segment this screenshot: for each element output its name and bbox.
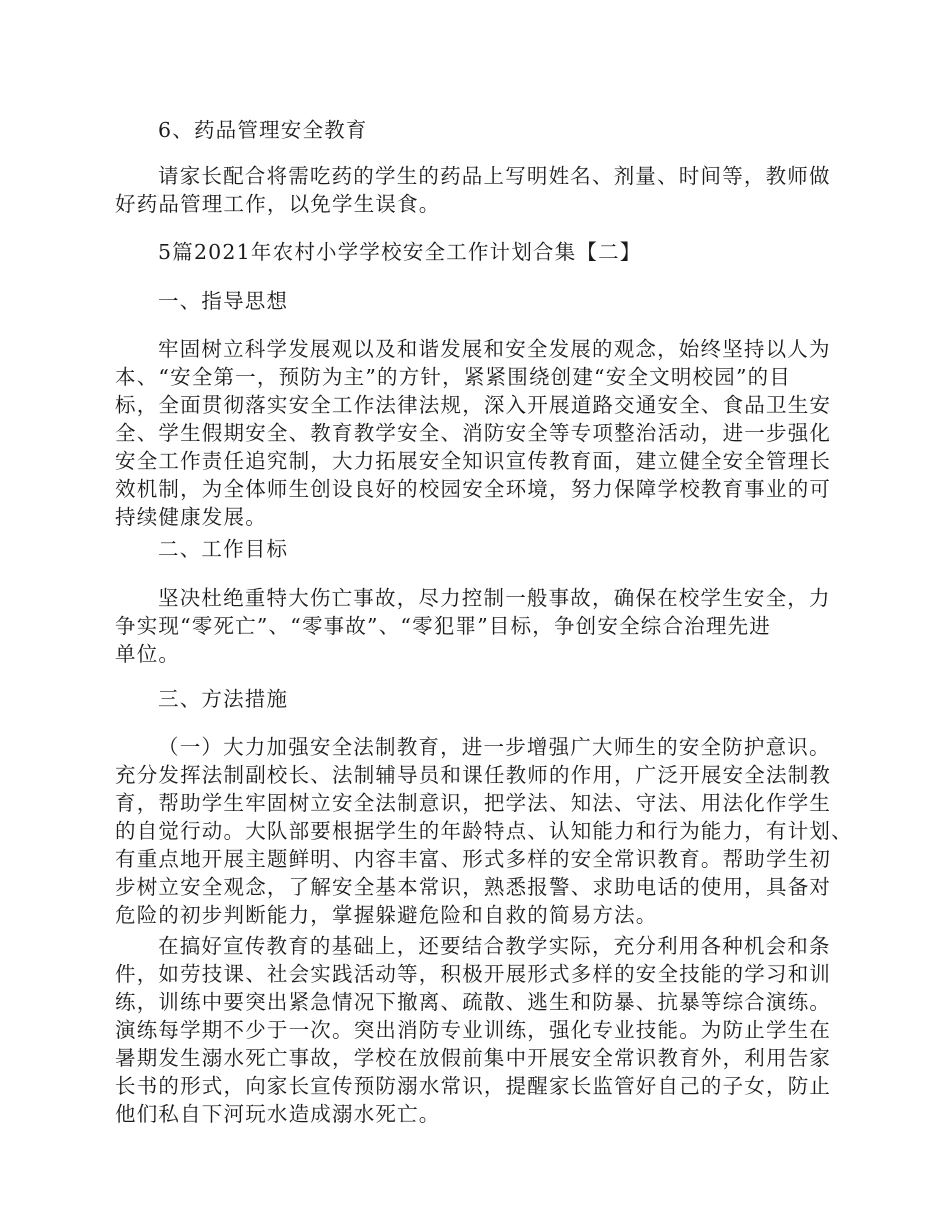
heading-line: 一、指导思想 (158, 289, 289, 313)
text-line: 全、学生假期安全、教育教学安全、消防安全等专项整治活动，进一步强化 (115, 421, 832, 445)
text-line: 有重点地开展主题鲜明、内容丰富、形式多样的安全常识教育。帮助学生初 (115, 847, 832, 871)
text-line: （一）大力加强安全法制教育，进一步增强广大师生的安全防护意识。 (158, 735, 831, 759)
text-line: 请家长配合将需吃药的学生的药品上写明姓名、剂量、时间等，教师做 (158, 164, 831, 188)
section-heading (115, 685, 845, 713)
heading-line: 5篇2021年农村小学学校安全工作计划合集【二】 (158, 240, 642, 264)
paragraph (115, 162, 845, 218)
text-line: 持续健康发展。 (115, 505, 267, 529)
text-line: 争实现“零死亡”、“零事故”、“零犯罪”目标，争创安全综合治理先进 (115, 614, 771, 638)
text-line: 牢固树立科学发展观以及和谐发展和安全发展的观念，始终坚持以人为 (158, 337, 831, 361)
text-line: 好药品管理工作，以免学生误食。 (115, 192, 441, 216)
text-line: 效机制，为全体师生创设良好的校园安全环境，努力保障学校教育事业的可 (115, 477, 832, 501)
text-line: 他们私自下河玩水造成溺水死亡。 (115, 1102, 441, 1126)
text-line: 长书的形式，向家长宣传预防溺水常识，提醒家长监管好自己的子女，防止 (115, 1074, 832, 1098)
heading-line: 三、方法措施 (158, 687, 289, 711)
text-line: 单位。 (115, 642, 181, 666)
text-line: 暑期发生溺水死亡事故，学校在放假前集中开展安全常识教育外，利用告家 (115, 1046, 832, 1070)
paragraph (115, 733, 853, 929)
paragraph (115, 932, 845, 1128)
text-line: 在搞好宣传教育的基础上，还要结合教学实际，充分利用各种机会和条 (158, 934, 831, 958)
text-line: 安全工作责任追究制，大力拓展安全知识宣传教育面，建立健全安全管理长 (115, 449, 832, 473)
paragraph (115, 335, 845, 531)
heading-line: 二、工作目标 (158, 537, 289, 561)
text-line: 的自觉行动。大队部要根据学生的年龄特点、认知能力和行为能力，有计划、 (115, 819, 853, 843)
text-line: 步树立安全观念，了解安全基本常识，熟悉报警、求助电话的使用，具备对 (115, 875, 832, 899)
section-heading (115, 535, 845, 563)
text-line: 充分发挥法制副校长、法制辅导员和课任教师的作用，广泛开展安全法制教 (115, 763, 832, 787)
text-line: 本、“安全第一，预防为主”的方针，紧紧围绕创建“安全文明校园”的目 (115, 365, 792, 389)
text-line: 件，如劳技课、社会实践活动等，积极开展形式多样的安全技能的学习和训 (115, 962, 832, 986)
text-line: 坚决杜绝重特大伤亡事故，尽力控制一般事故，确保在校学生安全，力 (158, 586, 831, 610)
text-line: 育，帮助学生牢固树立安全法制意识，把学法、知法、守法、用法化作学生 (115, 791, 832, 815)
text-line: 练，训练中要突出紧急情况下撤离、疏散、逃生和防暴、抗暴等综合演练。 (115, 990, 832, 1014)
text-line: 危险的初步判断能力，掌握躲避危险和自救的简易方法。 (115, 903, 658, 927)
text-line: 标，全面贯彻落实安全工作法律法规，深入开展道路交通安全、食品卫生安 (115, 393, 832, 417)
text-line: 演练每学期不少于一次。突出消防专业训练，强化专业技能。为防止学生在 (115, 1018, 832, 1042)
section-heading (115, 287, 845, 315)
heading-line: 6、药品管理安全教育 (158, 118, 368, 142)
section-heading (115, 116, 845, 144)
section-heading (115, 238, 845, 266)
paragraph (115, 584, 845, 668)
